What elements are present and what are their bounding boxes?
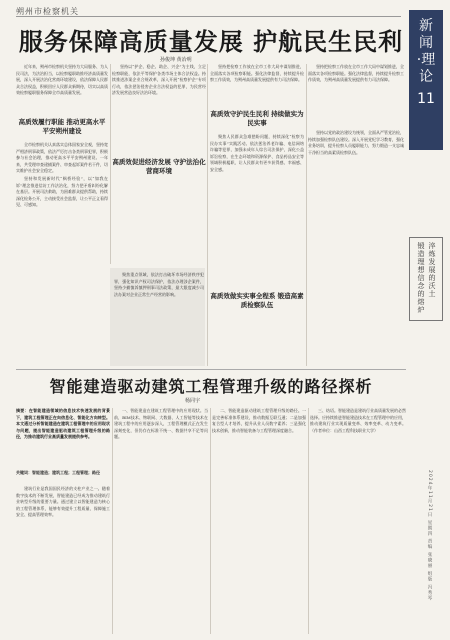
section-stamp bbox=[409, 10, 443, 150]
stamp-char-4: 论 bbox=[419, 69, 433, 85]
article2-abstract bbox=[16, 408, 110, 468]
article1-col3-para2: 聚焦人民群众急难愁盼问题，持续深化“检察为民办实事”实践活动。依法惩治养老诈骗、电信网络诈骗等犯罪，加强未成年人综合司法保护，深化公益诉讼检察，在生态环境和资源保护、食品药品安全等领域积极履职，让人民群众有更多获得感、幸福感、安全感。 bbox=[210, 134, 304, 172]
stamp-char-1: 新 bbox=[419, 18, 433, 34]
main-byline: 孙俊坤 黄冶明 bbox=[160, 57, 192, 63]
motto-box bbox=[409, 237, 443, 321]
article2-column-4 bbox=[310, 408, 406, 634]
main-headline: 服务保障高质量发展 护航民生民利 bbox=[18, 28, 404, 56]
article1-subhead-1: 高质效履行职能 推动更高水平平安朔州建设 bbox=[16, 118, 108, 136]
top-divider bbox=[16, 16, 401, 17]
motto-line-2: 锻造理想信念的熔炉 bbox=[417, 242, 425, 314]
article1-column-1b bbox=[16, 142, 108, 366]
stamp-char-3: ·理 bbox=[416, 52, 436, 68]
column-rule bbox=[110, 64, 111, 264]
article1-column-4b bbox=[308, 130, 404, 366]
article2-column-1 bbox=[16, 486, 110, 634]
section-banner: 朔州市检察机关 bbox=[16, 7, 79, 16]
article2-col2-para: 一、智能建造在建筑工程管理中的应用现状。当前，BIM技术、物联网、大数据、人工智能等技术在建筑工程中的应用逐步深入，工程管理模式正在发生深刻变化，但仍存在标准不统一、数据共享不足等问题。 bbox=[114, 408, 208, 440]
article1-col4-para-b: 坚持把检察工作放在全市工作大局中谋划推进，全面落实各项检察职能。强化法律监督，持续提升检察工作质效，为朔州高质量发展提供有力司法保障。 bbox=[308, 64, 404, 83]
article2-headline: 智能建造驱动建筑工程管理升级的路径探析 bbox=[49, 377, 373, 396]
article1-col2-para: 坚持和发展新时代“枫桥经验”，以“如我在诉”理念推进信访工作法治化，努力把矛盾纠纷化解在基层。开展司法救助，为困难群众提供帮助，持续深化检务公开，主动接受社会监督，让公平正义看得见、可感知。 bbox=[16, 175, 108, 208]
motto-line-1: 淬炼发展的沃土 bbox=[428, 242, 436, 298]
article1-col1-para: 近年来，朔州市检察机关坚持为大局服务、为人民司法，为法治担当，以检察履职助推经济高质量发展，深入开展法治化营商环境建设，依法保障人民群众合法权益，积极回应人民群众新期待，切实以高质效检察履职服务保障全市高质量发展。 bbox=[16, 64, 108, 96]
article2-col1-para: 建筑行业是我国国民经济的支柱产业之一。随着数字技术的不断发展，智能建造已经成为推动建筑行业转型升级的重要力量。通过建立以智能建造为核心的工程管理体系，能够有效提升工程质量、保障施工安全、提高管理效率。 bbox=[16, 486, 110, 518]
article1-column-2b bbox=[114, 272, 204, 364]
article1-col1-para2: 全市检察机关认真落实总体国家安全观，坚持宽严相济刑事政策，依法严厉打击各类刑事犯罪，积极参与社会治理，推动更高水平平安朔州建设。一年来，共受理审查逮捕案件、审查起诉案件若干件，切实维护社会安全稳定。 bbox=[16, 142, 108, 174]
page-number: 11 bbox=[417, 91, 435, 107]
side-edition-info: 2024年11月21日 星期四 责编 张晓丽 组版 冯秀琴 bbox=[427, 470, 432, 602]
abstract-text: 摘要：在智能建造领域的信息技术快速发展的背景下，建筑工程管理正在向信息化、智能化方向转型。本文通过分析智能建造在建筑工程管理中的应用现状与问题，提出智能建造驱动建筑工程管理升级的路径，为推动建筑行业高质量发展提供参考。 bbox=[16, 408, 110, 440]
article1-col3-para: 聚焦重点领域，依法打击破坏市场经济秩序犯罪，强化知识产权司法保护，依法办理涉企案件，坚持少捕慎诉慎押刑事司法政策，最大限度减少司法办案对企业正常生产经营的影响。 bbox=[114, 272, 204, 297]
column-rule bbox=[112, 408, 113, 634]
article-divider bbox=[16, 369, 406, 370]
column-rule bbox=[207, 64, 208, 366]
article2-column-3 bbox=[212, 408, 306, 634]
article2-col3-para: 二、智能建造驱动建筑工程管理升级的路径。一是完善标准体系建设，推动数据互联互通；二是加强复合型人才培养，提升从业人员数字素养；三是强化技术创新，推动智能装备与工程管理深度融合。 bbox=[212, 408, 306, 433]
article1-column-3b bbox=[210, 134, 304, 366]
article2-col4-para: 三、结语。智能建造是建筑行业高质量发展的必然选择。应持续推进智能建造技术在工程管理中的应用，推动建筑行业实现质量变革、效率变革、动力变革。（作者单位：山西工程科技职业大学） bbox=[310, 408, 406, 433]
article1-col2-para2: 坚持以“护企、稳企、助企、兴企”为主线，立足检察职能，依法平等保护各类市场主体合法权益。持续推进涉案企业合规改革，深入开展“检察护企”专项行动，依法惩治侵害企业合法权益的犯罪，为民营经济发展营造良好法治环境。 bbox=[112, 64, 206, 96]
stamp-char-2: 闻 bbox=[419, 35, 433, 51]
article1-col4-para2: 坚持以党的政治建设为统领，全面从严管党治检，持续加强检察队伍建设。深入开展党纪学习教育，强化业务培训，提升检察人员履职能力，努力锻造一支忠诚干净担当的高素质检察队伍。 bbox=[308, 130, 404, 155]
article1-subhead-2: 高质效促进经济发展 守护法治化营商环境 bbox=[112, 158, 206, 175]
column-rule bbox=[308, 408, 309, 634]
column-rule bbox=[210, 408, 211, 634]
article2-keywords bbox=[16, 470, 110, 484]
column-rule bbox=[306, 64, 307, 366]
article2-column-2 bbox=[114, 408, 208, 634]
article2-byline: 杨同宇 bbox=[185, 398, 201, 404]
keywords-text: 关键词：智能建造；建筑工程；工程管理；路径 bbox=[16, 470, 100, 475]
article1-subhead-3: 高质效守护民生民利 持续做实为民实事 bbox=[210, 110, 304, 127]
article1-subhead-4: 高质效做实实事全程系 锻造高素质检察队伍 bbox=[210, 292, 304, 309]
article1-col4-para: 坚持把检察工作放在全市工作大局中谋划推进，全面落实各项检察职能。强化法律监督，持续提升检察工作质效，为朔州高质量发展提供有力司法保障。 bbox=[210, 64, 304, 83]
